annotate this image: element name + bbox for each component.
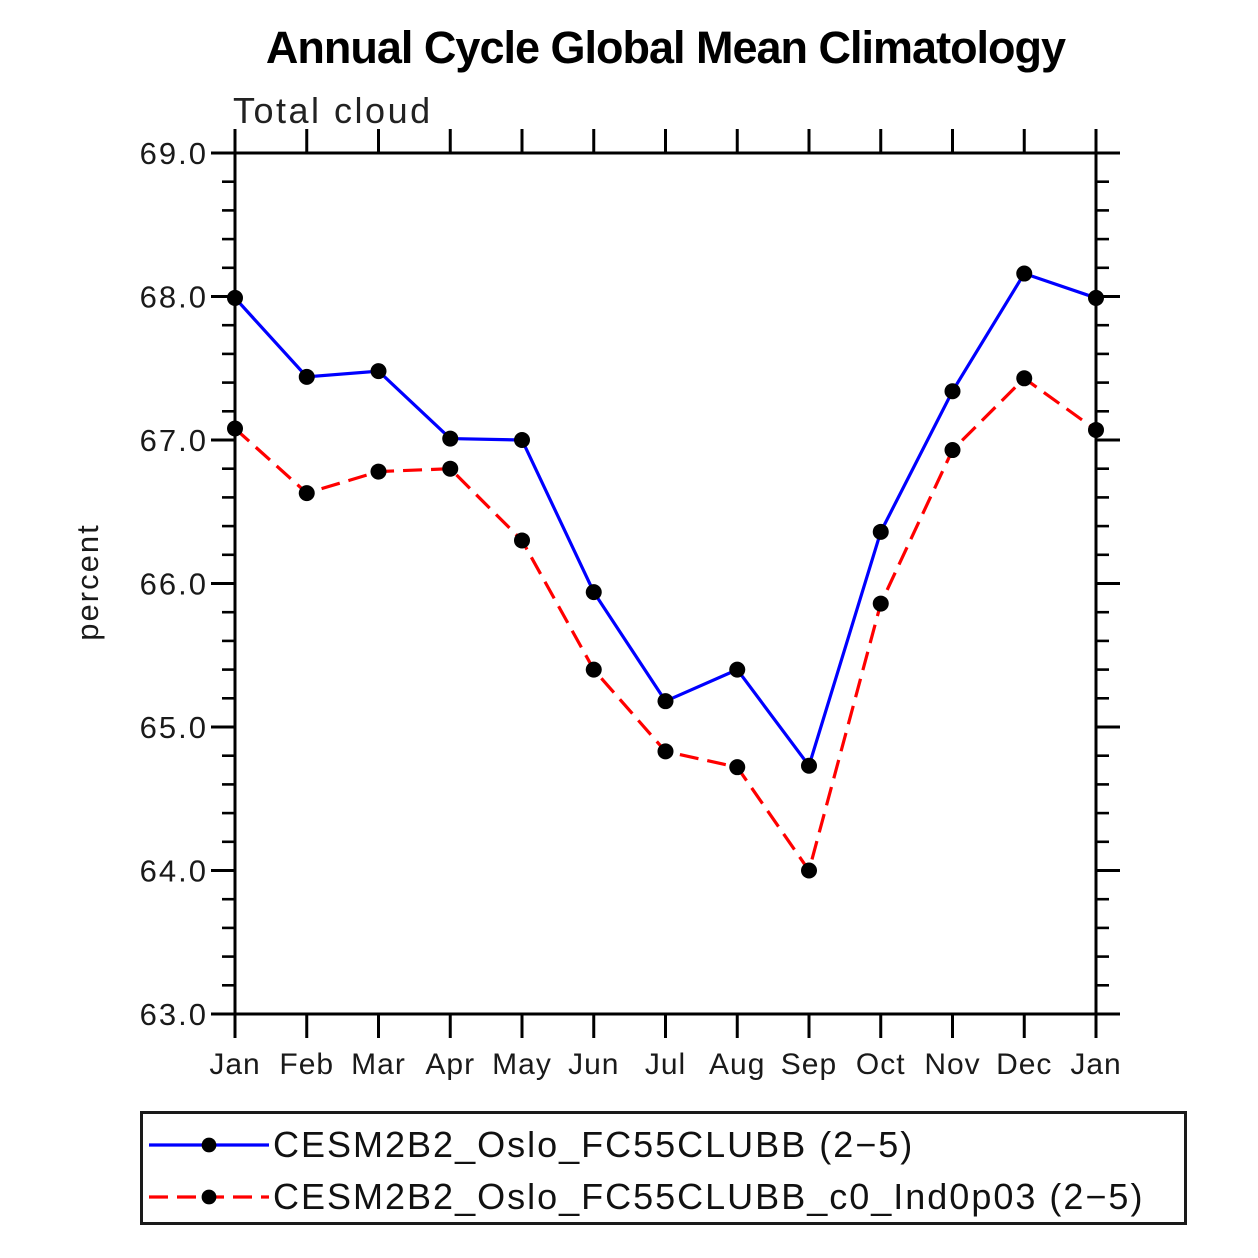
svg-text:Jun: Jun — [568, 1048, 620, 1081]
svg-text:64.0: 64.0 — [139, 853, 208, 889]
svg-text:66.0: 66.0 — [139, 566, 208, 602]
svg-text:Mar: Mar — [351, 1048, 406, 1081]
svg-text:Feb: Feb — [279, 1048, 335, 1081]
svg-text:Oct: Oct — [855, 1048, 906, 1081]
svg-text:Jan: Jan — [1070, 1048, 1122, 1081]
svg-text:Sep: Sep — [780, 1048, 838, 1081]
legend-label-series2: CESM2B2_Oslo_FC55CLUBB_c0_Ind0p03 (2−5) — [273, 1176, 1145, 1217]
chart-title: Annual Cycle Global Mean Climatology — [265, 22, 1066, 73]
svg-text:Jan: Jan — [209, 1048, 261, 1081]
svg-text:Nov: Nov — [924, 1048, 981, 1081]
svg-text:May: May — [492, 1048, 552, 1081]
svg-text:69.0: 69.0 — [139, 136, 208, 171]
svg-text:Apr: Apr — [425, 1048, 476, 1081]
svg-text:65.0: 65.0 — [139, 710, 208, 745]
svg-text:Aug: Aug — [709, 1048, 766, 1081]
legend-key-line-series1 — [147, 1134, 271, 1156]
svg-text:Jul: Jul — [644, 1048, 687, 1081]
svg-text:67.0: 67.0 — [139, 423, 208, 458]
y-axis-label: percent — [70, 523, 105, 641]
svg-text:63.0: 63.0 — [139, 997, 208, 1032]
legend-key-line-series2 — [147, 1186, 271, 1208]
legend-item-series2 — [147, 1172, 1144, 1222]
legend-item-series1 — [147, 1120, 914, 1170]
legend-box — [140, 1111, 1187, 1225]
svg-text:68.0: 68.0 — [139, 279, 208, 315]
legend-label-series1: CESM2B2_Oslo_FC55CLUBB (2−5) — [273, 1124, 915, 1165]
chart-subtitle: Total cloud — [233, 90, 433, 131]
svg-text:Dec: Dec — [996, 1048, 1053, 1081]
